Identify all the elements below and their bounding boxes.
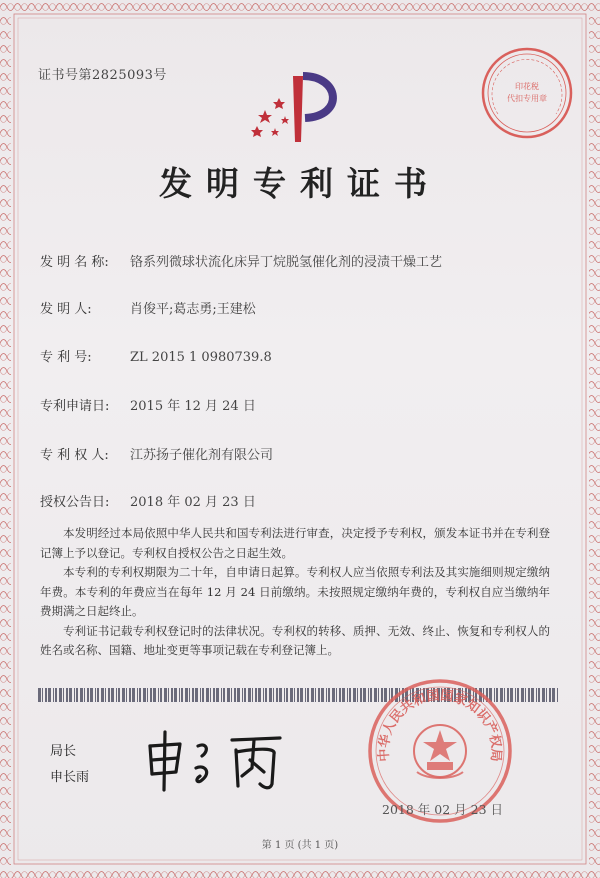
certificate-body (40, 524, 550, 661)
svg-text:印花税: 印花税 (515, 82, 539, 91)
field-value: 肖俊平;葛志勇;王建松 (130, 302, 256, 317)
field-label: 专 利 权 人: (40, 448, 109, 463)
director-signature-icon (140, 724, 300, 794)
field-label: 专利申请日: (40, 399, 110, 414)
field-value: 江苏扬子催化剂有限公司 (130, 448, 274, 463)
field-label: 发 明 人: (40, 302, 92, 317)
field-inventors (40, 298, 256, 317)
field-label: 授权公告日: (40, 495, 110, 510)
svg-text:中华人民共和国国家知识产权局: 中华人民共和国国家知识产权局 (376, 688, 504, 763)
seal-date: 2018 年 02 月 23 日 (382, 802, 503, 817)
body-paragraph: 专利证书记载专利权登记时的法律状况。专利权的转移、质押、无效、终止、恢复和专利权人的姓名或名称、国籍、地址变更等事项记载在专利登记簿上。 (40, 623, 550, 657)
field-value: 铬系列微球状流化床异丁烷脱氢催化剂的浸渍干燥工艺 (130, 255, 443, 270)
field-patentee (40, 444, 273, 463)
body-paragraph: 本发明经过本局依照中华人民共和国专利法进行审查，决定授予专利权，颁发本证书并在专利登记簿上予以登记。专利权自授权公告之日起生效。 (40, 526, 550, 560)
field-value: 2018 年 02 月 23 日 (130, 495, 256, 510)
field-label: 专 利 号: (40, 350, 92, 365)
body-paragraph: 本专利的专利权期限为二十年，自申请日起算。专利权人应当依照专利法及其实施细则规定缴纳年费。本专利的年费应当在每年 12 月 24 日前缴纳。未按照规定缴纳年费的，专利权自应当缴纳年费期满之日起终止。 (40, 565, 550, 618)
director-name: 申长雨 (50, 770, 90, 785)
field-patent-number (40, 346, 272, 365)
director-title: 局长 (50, 744, 77, 759)
field-invention-name (40, 251, 442, 270)
page-number: 第 1 页 (共 1 页) (261, 840, 339, 851)
field-label: 发 明 名 称: (40, 255, 109, 270)
field-value: 2015 年 12 月 24 日 (130, 399, 256, 414)
patent-office-logo-icon (245, 70, 355, 150)
field-value: ZL 2015 1 0980739.8 (130, 350, 272, 365)
certificate-title: 发明专利证书 (159, 164, 441, 203)
field-application-date (40, 395, 256, 414)
agency-stamp-icon (478, 44, 576, 142)
svg-text:代扣专用章: 代扣专用章 (507, 94, 547, 103)
certificate-number: 证书号第2825093号 (38, 68, 167, 83)
field-grant-date (40, 491, 256, 510)
